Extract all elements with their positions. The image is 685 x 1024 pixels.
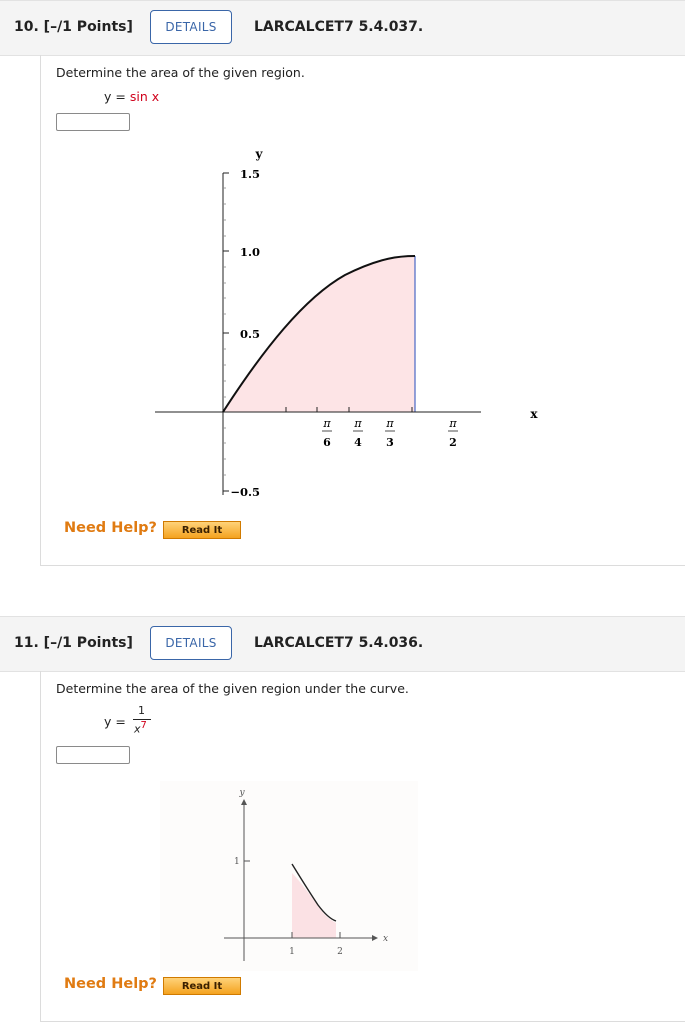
x-tick-label — [322, 417, 332, 449]
equation-rhs: sin x — [129, 89, 160, 104]
x-tick-label: 1 — [289, 947, 295, 957]
x-tick-label — [353, 417, 363, 449]
read-it-button[interactable]: Read It — [163, 521, 241, 539]
question-11 — [0, 616, 685, 1024]
question-number: 11. [–/1 Points] — [14, 635, 133, 651]
need-help-label: Need Help? — [64, 520, 157, 536]
x-axis-label: x — [530, 407, 538, 421]
x-tick-label: 2 — [337, 947, 343, 957]
question-prompt: Determine the area of the given region under the curve. — [56, 681, 409, 696]
svg-text:π: π — [386, 417, 394, 430]
y-tick-label: 1.0 — [239, 245, 260, 259]
y-axis-label: y — [255, 147, 263, 161]
fraction-denominator: $x^7$ — [134, 720, 147, 736]
read-it-button[interactable]: Read It — [163, 977, 241, 995]
fraction-numerator: 1 — [138, 704, 145, 717]
svg-text:4: 4 — [354, 436, 362, 449]
x-axis-label: x — [383, 934, 389, 944]
svg-text:6: 6 — [323, 436, 331, 449]
equation — [104, 89, 159, 104]
need-help-label: Need Help? — [64, 976, 157, 992]
svg-text:π: π — [323, 417, 331, 430]
y-axis-label: y — [239, 788, 245, 798]
answer-input[interactable] — [56, 746, 130, 764]
question-prompt: Determine the area of the given region. — [56, 65, 305, 80]
y-tick-label: 1 — [234, 857, 240, 867]
x-tick-label — [448, 417, 458, 449]
question-header — [0, 0, 685, 56]
details-button[interactable]: DETAILS — [150, 626, 232, 660]
question-body — [40, 55, 685, 566]
equation — [104, 704, 164, 744]
question-code: LARCALCET7 5.4.037. — [254, 19, 424, 35]
equation-lhs: y = — [104, 714, 126, 729]
question-body — [40, 671, 685, 1022]
y-tick-label: 1.5 — [239, 167, 260, 181]
y-tick-label: −0.5 — [230, 485, 260, 499]
x-tick-label — [385, 417, 395, 449]
question-header — [0, 616, 685, 672]
reciprocal-graph — [160, 781, 418, 971]
question-number: 10. [–/1 Points] — [14, 19, 133, 35]
y-tick-label: 0.5 — [239, 327, 260, 341]
svg-text:3: 3 — [386, 436, 394, 449]
svg-text:π: π — [449, 417, 457, 430]
details-button[interactable]: DETAILS — [150, 10, 232, 44]
svg-text:π: π — [354, 417, 362, 430]
sin-graph — [141, 145, 561, 505]
svg-text:2: 2 — [449, 436, 457, 449]
question-code: LARCALCET7 5.4.036. — [254, 635, 424, 651]
equation-lhs: y = — [104, 89, 130, 104]
answer-input[interactable] — [56, 113, 130, 131]
